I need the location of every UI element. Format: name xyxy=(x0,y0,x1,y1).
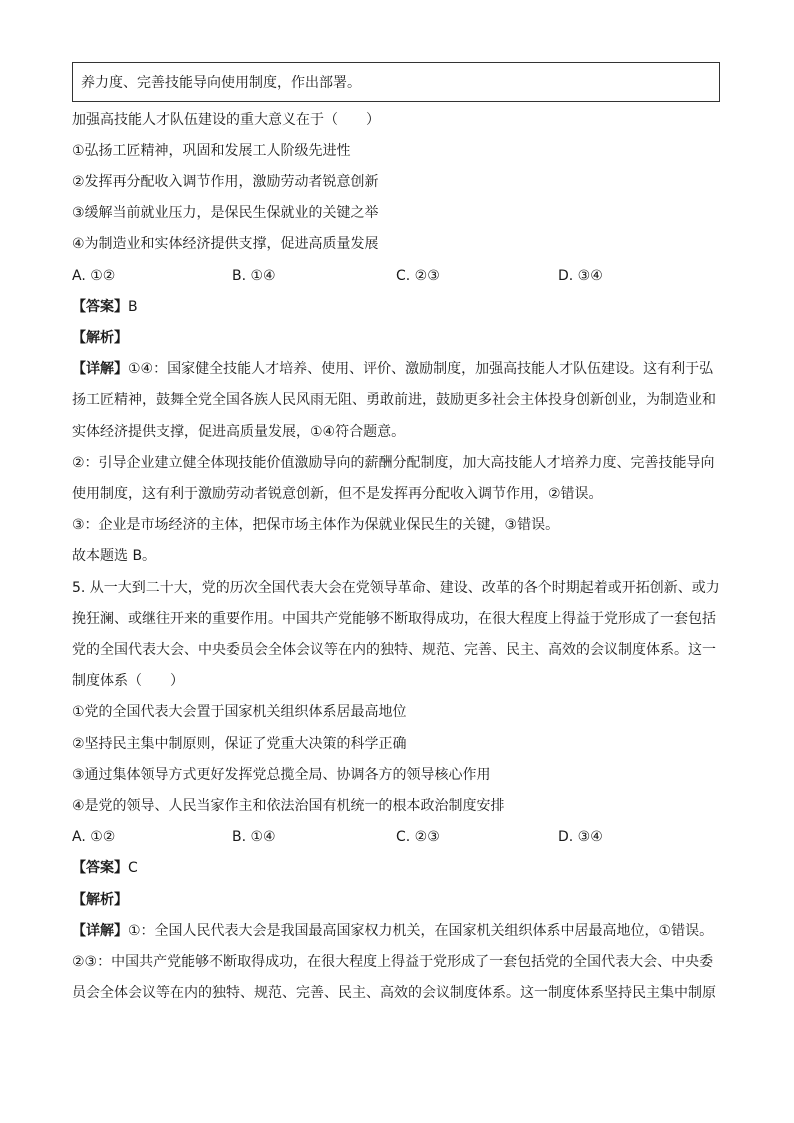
detail-line xyxy=(72,360,713,378)
statement-item: ②坚持民主集中制原则，保证了党重大决策的科学正确 xyxy=(72,736,407,752)
analysis-label: 【解析】 xyxy=(72,330,128,346)
question-stem: 制度体系（ ） xyxy=(72,673,184,689)
statement-item: ①弘扬工匠精神，巩固和发展工人阶级先进性 xyxy=(72,143,351,159)
detail-line: 实体经济提供支撑，促进高质量发展，①④符合题意。 xyxy=(72,424,406,440)
question-stem: 加强高技能人才队伍建设的重大意义在于（ ） xyxy=(72,112,380,128)
question-stem: 5. 从一大到二十大，党的历次全国代表大会在党领导革命、建设、改革的各个时期起着或开拓创新、或力 xyxy=(72,580,720,596)
detail-label: 【详解】 xyxy=(72,923,128,939)
answer-value: C xyxy=(128,860,138,876)
detail-text: ①④：国家健全技能人才培养、使用、评价、激励制度，加强高技能人才队伍建设。这有利于弘 xyxy=(128,361,714,377)
option-d: D. ③④ xyxy=(558,829,603,845)
option-a: A. ①② xyxy=(72,268,116,284)
option-c: C. ②③ xyxy=(396,829,440,845)
analysis-label: 【解析】 xyxy=(72,892,128,908)
statement-item: ④为制造业和实体经济提供支撑，促进高质量发展 xyxy=(72,236,379,252)
answer-line xyxy=(72,859,138,877)
material-text: 养力度、完善技能导向使用制度，作出部署。 xyxy=(81,75,361,91)
statement-item: ③通过集体领导方式更好发挥党总揽全局、协调各方的领导核心作用 xyxy=(72,767,491,783)
detail-text: ①：全国人民代表大会是我国最高国家权力机关，在国家机关组织体系中居最高地位，①错误。 xyxy=(128,923,714,939)
question-stem: 挽狂澜、或继往开来的重要作用。中国共产党能够不断取得成功，在很大程度上得益于党形成了一套包括 xyxy=(72,611,716,627)
statement-item: ②发挥再分配收入调节作用，激励劳动者锐意创新 xyxy=(72,174,379,190)
answer-value: B xyxy=(128,299,138,315)
detail-line: 使用制度，这有利于激励劳动者锐意创新，但不是发挥再分配收入调节作用，②错误。 xyxy=(72,486,603,502)
material-box xyxy=(72,62,720,102)
statement-item: ①党的全国代表大会置于国家机关组织体系居最高地位 xyxy=(72,704,407,720)
answer-label: 【答案】 xyxy=(72,860,128,876)
answer-line xyxy=(72,298,138,316)
question-stem: 党的全国代表大会、中央委员会全体会议等在内的独特、规范、完善、民主、高效的会议制度体系。这一 xyxy=(72,642,716,658)
detail-line: ②：引导企业建立健全体现技能价值激励导向的薪酬分配制度，加大高技能人才培养力度、完善技能导向 xyxy=(72,455,715,471)
detail-line xyxy=(72,922,713,940)
option-c: C. ②③ xyxy=(396,268,440,284)
detail-line: 扬工匠精神，鼓舞全党全国各族人民风雨无阻、勇敢前进，鼓励更多社会主体投身创新创业，为制造业和 xyxy=(72,392,716,408)
option-d: D. ③④ xyxy=(558,268,603,284)
conclusion-line: 故本题选 B。 xyxy=(72,548,157,564)
answer-label: 【答案】 xyxy=(72,299,128,315)
detail-line: 员会全体会议等在内的独特、规范、完善、民主、高效的会议制度体系。这一制度体系坚持民主集中制原 xyxy=(72,985,716,1001)
option-a: A. ①② xyxy=(72,829,116,845)
option-b: B. ①④ xyxy=(232,829,276,845)
detail-label: 【详解】 xyxy=(72,361,128,377)
option-b: B. ①④ xyxy=(232,268,276,284)
statement-item: ③缓解当前就业压力，是保民生保就业的关键之举 xyxy=(72,205,379,221)
detail-line: ③：企业是市场经济的主体，把保市场主体作为保就业保民生的关键，③错误。 xyxy=(72,517,560,533)
detail-line: ②③：中国共产党能够不断取得成功，在很大程度上得益于党形成了一套包括党的全国代表大会、中央委 xyxy=(72,954,714,970)
statement-item: ④是党的领导、人民当家作主和依法治国有机统一的根本政治制度安排 xyxy=(72,798,505,814)
